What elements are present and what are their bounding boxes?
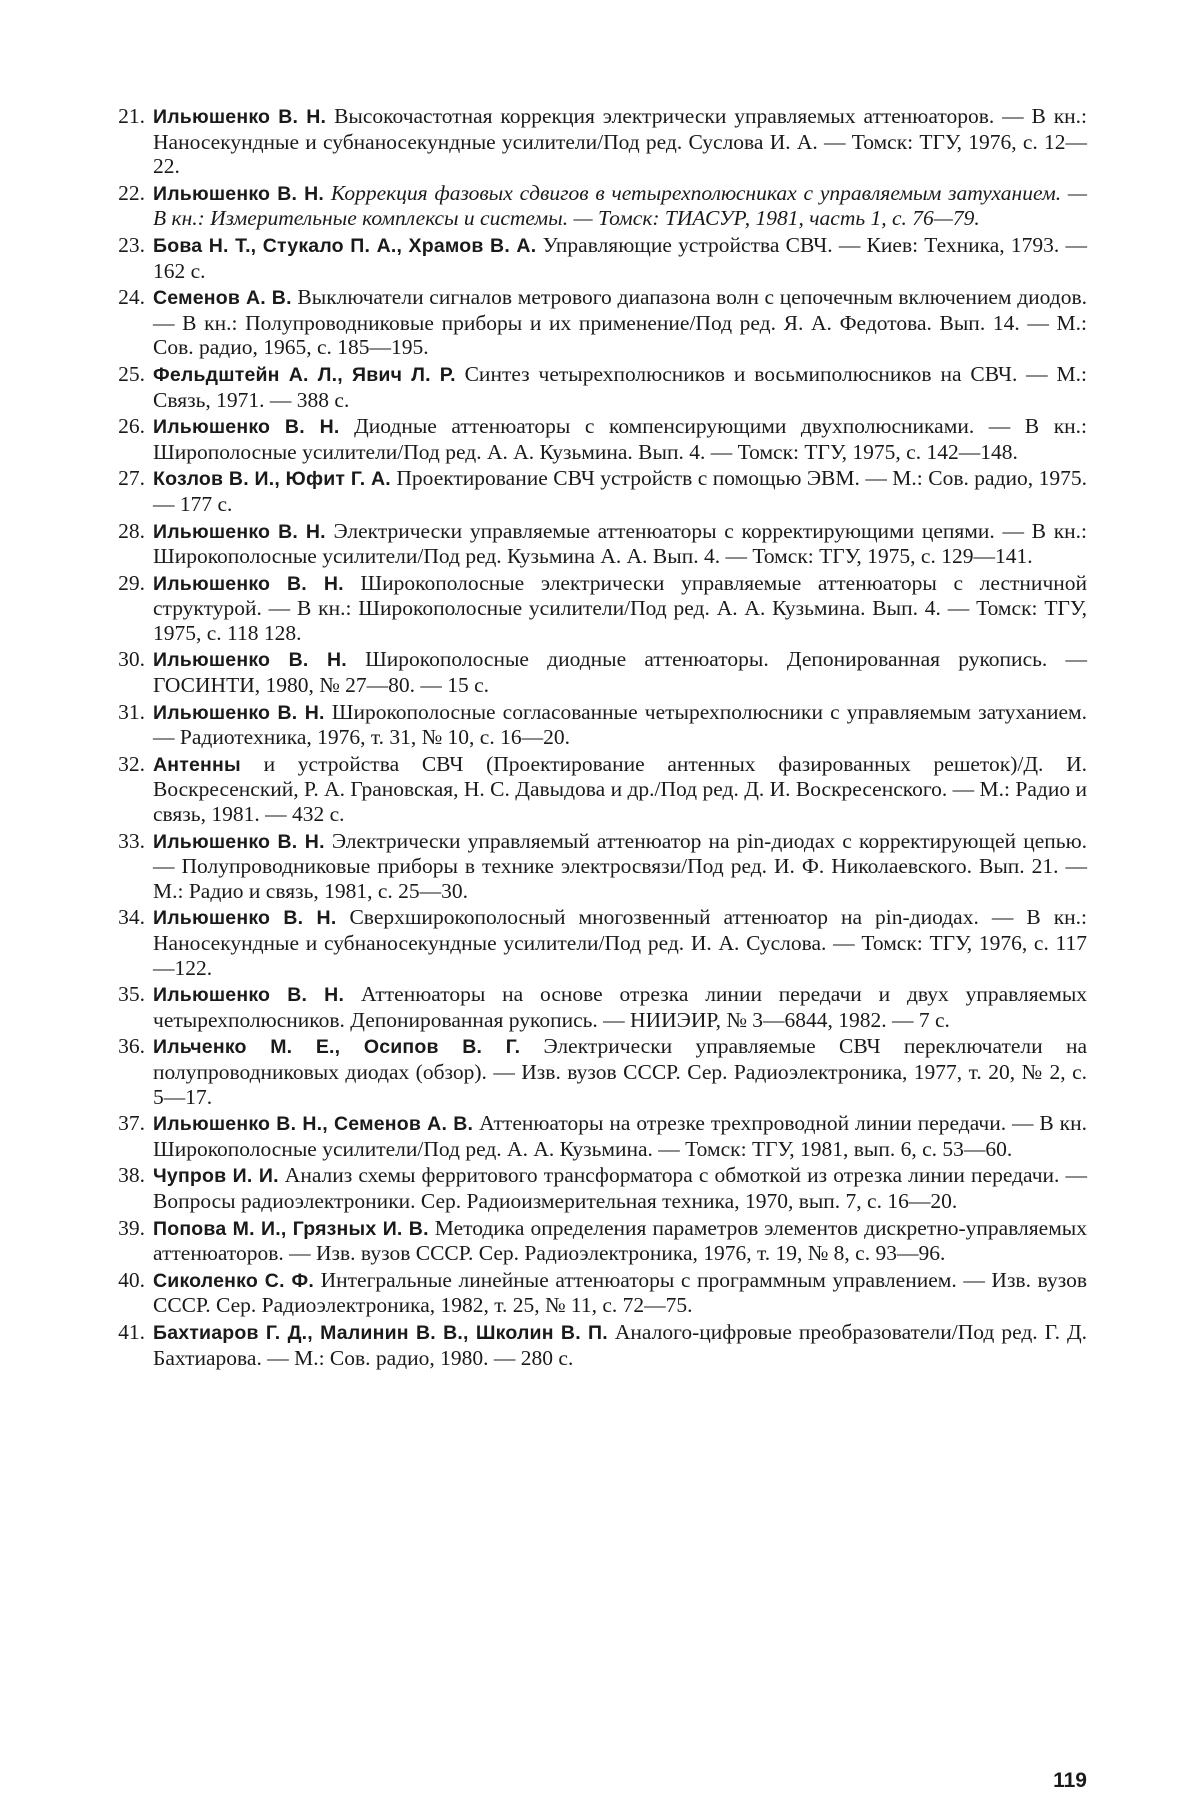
reference-item xyxy=(118,1267,1087,1318)
reference-item xyxy=(118,982,1088,1032)
reference-authors: Антенны xyxy=(153,753,241,776)
reference-item xyxy=(118,905,1088,980)
reference-authors: Ильюшенко В. Н. xyxy=(153,182,325,205)
reference-authors: Козлов В. И., Юфит Г. А. xyxy=(153,468,391,491)
reference-item xyxy=(118,828,1088,904)
reference-authors: Сиколенко С. Ф. xyxy=(153,1269,314,1292)
reference-authors: Попова М. И., Грязных И. В. xyxy=(153,1217,429,1240)
reference-number: 34. xyxy=(118,905,145,930)
reference-number: 22. xyxy=(118,180,145,205)
reference-number: 38. xyxy=(118,1163,145,1188)
reference-authors: Чупров И. И. xyxy=(153,1165,279,1188)
reference-number: 27. xyxy=(118,466,145,491)
reference-item xyxy=(118,104,1088,179)
reference-authors: Семенов А. В. xyxy=(153,287,292,310)
reference-authors: Ильюшенко В. Н., Семенов А. В. xyxy=(153,1113,474,1136)
reference-item xyxy=(118,518,1087,569)
reference-number: 28. xyxy=(118,518,145,543)
reference-item xyxy=(118,1034,1087,1109)
reference-authors: Бахтиаров Г. Д., Малинин В. В., Школин В. П. xyxy=(153,1321,608,1344)
reference-text: Методика определения параметров элементов дискретно-управляемых аттенюаторов. — Изв. вузов СССР. Сер. Радиоэлектроника, 1976, т. 19, № 8, с. 93—96. xyxy=(153,1215,1088,1266)
reference-number: 35. xyxy=(118,982,145,1007)
reference-item xyxy=(118,570,1088,646)
reference-authors: Ильюшенко В. Н. xyxy=(153,984,345,1007)
reference-text: Аттенюаторы на основе отрезка линии передачи и двух управляемых четырехполюсников. Депонированная рукопись. — НИИЭИР, № 3—6844, 1982. — 7 с. xyxy=(153,982,1088,1032)
reference-text: Анализ схемы ферритового трансформатора с обмоткой из отрезка линии передачи. — Вопросы радиоэлектроники. Сер. Радиоизмерительная техника, 1970, вып. 7, с. 16—20. xyxy=(153,1163,1087,1213)
reference-number: 40. xyxy=(118,1267,145,1292)
reference-text: Выключатели сигналов метрового диапазона волн с цепочечным включением диодов. — В кн.: Полупроводниковые приборы и их применение/Под ред. Я. А. Федотова. Вып. 14. — М.: Сов. радио, 1965, с. 185—195. xyxy=(153,285,1087,360)
reference-authors: Ильюшенко В. Н. xyxy=(153,572,344,595)
reference-item xyxy=(118,466,1087,516)
reference-text: Электрически управляемый аттенюатор на pin-диодах с корректирующей цепью. — Полупроводниковые приборы в технике электросвязи/Под ред. И. Ф. Николаевского. Вып. 21. — М.: Радио и связь, 1981, с. 25—30. xyxy=(153,828,1088,903)
reference-item xyxy=(118,647,1088,698)
reference-item xyxy=(118,361,1088,412)
reference-authors: Фельдштейн А. Л., Явич Л. Р. xyxy=(153,363,456,386)
reference-text: Интегральные линейные аттенюаторы с программным управлением. — Изв. вузов СССР. Сер. Радиоэлектроника, 1982, т. 25, № 11, с. 72—75. xyxy=(153,1267,1087,1318)
reference-number: 41. xyxy=(118,1319,145,1344)
reference-text: Высокочастотная коррекция электрически управляемых аттенюаторов. — В кн.: Наносекундные и субнаносекундные усилители/Под ред. Суслова И. А. — Томск: ТГУ, 1976, с. 12—22. xyxy=(153,104,1088,179)
reference-item xyxy=(118,1319,1088,1370)
bibliography-page xyxy=(118,104,1088,1792)
reference-authors: Ильюшенко В. Н. xyxy=(153,520,326,543)
reference-text: Диодные аттенюаторы с компенсирующими двухполюсниками. — В кн.: Широполосные усилители/Под ред. А. А. Кузьмина. Вып. 4. — Томск: ТГУ, 1975, с. 142—148. xyxy=(153,414,1088,464)
reference-item xyxy=(118,699,1087,750)
reference-number: 33. xyxy=(118,828,145,853)
reference-item xyxy=(118,232,1088,283)
reference-authors: Ильченко М. Е., Осипов В. Г. xyxy=(153,1036,521,1059)
reference-list xyxy=(118,104,1088,1370)
reference-number: 21. xyxy=(118,104,145,128)
reference-number: 25. xyxy=(118,361,145,386)
reference-text: Электрически управляемые СВЧ переключатели на полупроводниковых диодах (обзор). — Изв. вузов СССР. Сер. Радиоэлектроника, 1977, т. 20, № 2, с. 5—17. xyxy=(153,1034,1087,1109)
reference-text: Управляющие устройства СВЧ. — Киев: Техника, 1793. — 162 с. xyxy=(153,232,1088,283)
reference-number: 29. xyxy=(118,570,145,595)
reference-number: 31. xyxy=(118,699,145,724)
reference-item xyxy=(118,285,1087,360)
reference-item xyxy=(118,414,1088,464)
reference-number: 37. xyxy=(118,1111,145,1136)
reference-item xyxy=(118,1215,1088,1266)
reference-text: и устройства СВЧ (Проектирование антенных фазированных решеток)/Д. И. Воскресенский, Р. А. Грановская, Н. С. Давыдова и др./Под ред. Д. И. Воскресенского. — М.: Радио и связь, 1981. — 432 с. xyxy=(153,751,1088,827)
reference-number: 30. xyxy=(118,647,145,672)
reference-text: Проектирование СВЧ устройств с помощью ЭВМ. — М.: Сов. радио, 1975. — 177 с. xyxy=(153,466,1087,516)
reference-number: 32. xyxy=(118,751,145,776)
reference-number: 24. xyxy=(118,285,145,310)
page-number: 119 xyxy=(1053,1769,1087,1792)
reference-text: Синтез четырехполюсников и восьмиполюсников на СВЧ. — М.: Связь, 1971. — 388 с. xyxy=(153,361,1088,412)
reference-authors: Ильюшенко В. Н. xyxy=(153,106,327,128)
reference-authors: Ильюшенко В. Н. xyxy=(153,701,325,724)
reference-number: 23. xyxy=(118,232,145,257)
reference-text: Широкополосные согласованные четырехполюсники с управляемым затуханием. — Радиотехника, 1976, т. 31, № 10, с. 16—20. xyxy=(153,699,1087,750)
reference-text: Широкополосные диодные аттенюаторы. Депонированная рукопись. — ГОСИНТИ, 1980, № 27—80. — 15 с. xyxy=(153,647,1088,698)
reference-item xyxy=(118,180,1087,231)
reference-authors: Ильюшенко В. Н. xyxy=(153,907,337,930)
reference-authors: Бова Н. Т., Стукало П. А., Храмов В. А. xyxy=(153,234,537,257)
reference-text: Аттенюаторы на отрезке трехпроводной линии передачи. — В кн. Широкополосные усилители/Под ред. А. А. Кузьмина. — Томск: ТГУ, 1981, вып. 6, с. 53—60. xyxy=(153,1111,1087,1161)
reference-authors: Ильюшенко В. Н. xyxy=(153,649,347,672)
reference-number: 26. xyxy=(118,414,145,439)
reference-item xyxy=(118,1163,1087,1213)
reference-authors: Ильюшенко В. Н. xyxy=(153,416,340,439)
reference-item xyxy=(118,1111,1087,1161)
reference-text: Коррекция фазовых сдвигов в четырехполюсниках с управляемым затуханием. — В кн.: Измерительные комплексы и системы. — Томск: ТИАСУР, 1981, часть 1, с. 76—79. xyxy=(153,180,1087,231)
reference-text: Широкополосные электрически управляемые аттенюаторы с лестничной структурой. — В кн.: Широкополосные усилители/Под ред. А. А. Кузьмина. Вып. 4. — Томск: ТГУ, 1975, с. 118 128. xyxy=(153,570,1088,645)
reference-item xyxy=(118,751,1088,827)
reference-text: Сверхширокополосный многозвенный аттенюатор на pin-диодах. — В кн.: Наносекундные и субнаносекундные усилители/Под ред. И. А. Суслова. — Томск: ТГУ, 1976, с. 117—122. xyxy=(153,905,1088,980)
reference-number: 36. xyxy=(118,1034,145,1059)
reference-text: Электрически управляемые аттенюаторы с корректирующими цепями. — В кн.: Широкополосные усилители/Под ред. Кузьмина А. А. Вып. 4. — Томск: ТГУ, 1975, с. 129—141. xyxy=(153,518,1087,569)
reference-text: Аналого-цифровые преобразователи/Под ред. Г. Д. Бахтиарова. — М.: Сов. радио, 1980. — 280 с. xyxy=(153,1319,1088,1370)
reference-number: 39. xyxy=(118,1215,145,1240)
reference-authors: Ильюшенко В. Н. xyxy=(153,830,325,853)
